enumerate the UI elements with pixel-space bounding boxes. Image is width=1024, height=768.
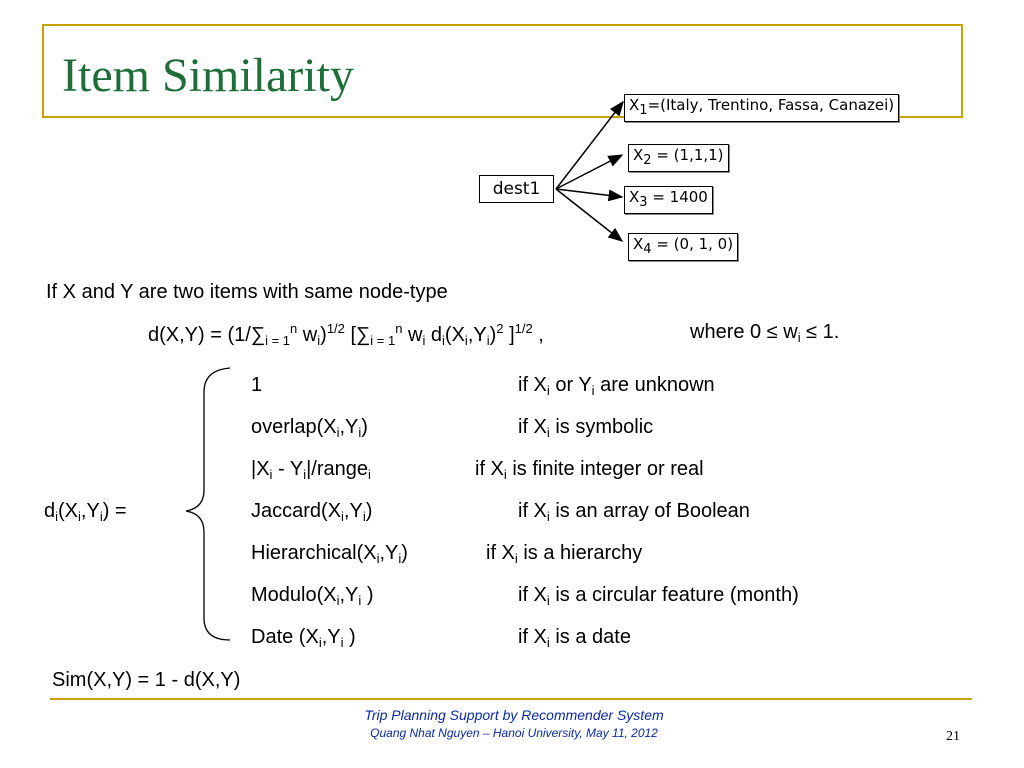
case-condition-1 [518, 374, 715, 398]
case-function-4 [251, 500, 372, 524]
fn-index: i [341, 509, 344, 524]
x-index: i [78, 509, 81, 524]
attr-index: 4 [643, 242, 652, 257]
fn-text: ,Y [339, 416, 359, 438]
cond-text: if X [518, 584, 547, 606]
where-text: where 0 ≤ w [690, 321, 798, 343]
formula-lhs: d(X,Y) = (1/ [148, 324, 251, 346]
fn-index: i [303, 467, 307, 482]
sum-upper: n [290, 321, 298, 336]
case-condition-3 [475, 458, 704, 482]
footer-author: Quang Nhat Nguyen – Hanoi University, May 11, 2012 [370, 726, 658, 740]
cases-lhs [44, 500, 127, 524]
cond-text: is a hierarchy [517, 542, 643, 564]
exponent: 1/2 [514, 321, 533, 336]
equals: ) = [102, 500, 127, 522]
case-function-6 [251, 584, 374, 608]
fn-text: ) [401, 542, 408, 564]
exponent: 1/2 [326, 321, 345, 336]
fn-text: - Y [272, 458, 304, 480]
fn-text: ,Y [321, 626, 341, 648]
fn-text: ) [361, 416, 368, 438]
case-condition-6 [518, 584, 799, 608]
d-term: d [425, 324, 443, 346]
bracket: [ [344, 324, 357, 346]
cond-text: is a date [549, 626, 631, 648]
cond-index: i [546, 593, 550, 608]
footer-title: Trip Planning Support by Recommender System [364, 707, 664, 723]
fn-text: ,Y [343, 500, 363, 522]
fn-index: i [358, 425, 362, 440]
cond-text: if X [518, 626, 547, 648]
similarity-formula: Sim(X,Y) = 1 - d(X,Y) [52, 669, 241, 691]
fn-text: |/range [306, 458, 368, 480]
x-term: (X [444, 324, 465, 346]
cond-text: if X [518, 374, 547, 396]
x-index: i [464, 333, 468, 348]
where-end: ≤ 1. [800, 321, 840, 343]
sum-upper: n [395, 321, 403, 336]
cond-text: are unknown [594, 374, 715, 396]
paren: ) [320, 324, 327, 346]
weight: w [402, 324, 423, 346]
cond-index: i [503, 467, 507, 482]
sum-lower: i = 1 [370, 333, 396, 348]
sum-symbol: ∑ [356, 324, 371, 346]
y-index: i [486, 333, 490, 348]
footer-divider [50, 698, 972, 700]
d-symbol: d [44, 500, 56, 522]
dest1-node: dest1 [479, 175, 554, 203]
square-exponent: 2 [496, 321, 504, 336]
fn-index: i [336, 593, 340, 608]
cond-text: or Y [549, 374, 592, 396]
fn-index: i [368, 467, 371, 482]
fn-text: Jaccard(X [251, 500, 342, 522]
attr-value: = (1,1,1) [651, 146, 724, 164]
fn-text: ) [365, 500, 373, 522]
fn-index: i [318, 635, 322, 650]
cond-index: i [591, 383, 595, 398]
cond-text: if X [518, 500, 547, 522]
d-index: i [442, 333, 445, 348]
case-function-3 [251, 458, 371, 482]
d-index: i [55, 509, 59, 524]
attr-var: X [629, 188, 640, 206]
fn-index: i [376, 551, 380, 566]
comma: , [532, 324, 544, 346]
case-function-5 [251, 542, 408, 566]
fn-index: i [398, 551, 402, 566]
attr-var: X [633, 146, 644, 164]
weight-index: i [797, 330, 801, 345]
attr-var: X [629, 96, 640, 114]
case-function-7 [251, 626, 356, 650]
paren: ) [489, 324, 497, 346]
case-function-2 [251, 416, 368, 440]
cond-index: i [546, 425, 550, 440]
case-condition-7 [518, 626, 631, 650]
fn-text: Date (X [251, 626, 319, 648]
fn-text: overlap(X [251, 416, 337, 438]
cond-text: is finite integer or real [506, 458, 704, 480]
x-term: (X [58, 500, 79, 522]
fn-index: i [340, 635, 344, 650]
cond-text: is an array of Boolean [549, 500, 750, 522]
attr-value: = 1400 [647, 188, 708, 206]
fn-text: ,Y [379, 542, 399, 564]
fn-text: Modulo(X [251, 584, 337, 606]
cond-index: i [546, 635, 550, 650]
case-condition-4 [518, 500, 750, 524]
cond-text: is a circular feature (month) [549, 584, 799, 606]
bracket: ] [503, 324, 515, 346]
cond-text: is symbolic [549, 416, 654, 438]
attr-index: 1 [639, 103, 648, 118]
cond-text: if X [486, 542, 515, 564]
y-index: i [99, 509, 103, 524]
fn-index: i [362, 509, 366, 524]
y-term: ,Y [80, 500, 100, 522]
sum-symbol: ∑ [250, 324, 266, 346]
cond-index: i [546, 383, 550, 398]
fn-text: ) [361, 584, 374, 606]
intro-text: If X and Y are two items with same node-type [46, 281, 448, 303]
fn-text: Hierarchical(X [251, 542, 377, 564]
fn-index: i [358, 593, 362, 608]
cond-text: if X [475, 458, 504, 480]
cond-text: if X [518, 416, 547, 438]
case-function-1: 1 [251, 374, 263, 396]
attr-value: =(Italy, Trentino, Fassa, Canazei) [647, 96, 895, 114]
weight-index: i [422, 333, 426, 348]
cond-index: i [514, 551, 518, 566]
attr-index: 3 [639, 195, 648, 210]
slide-title: Item Similarity [62, 49, 354, 102]
fn-text: ,Y [339, 584, 359, 606]
case-condition-2 [518, 416, 653, 440]
sum-lower: i = 1 [265, 333, 291, 348]
page-number: 21 [946, 729, 960, 744]
attr-index: 2 [643, 153, 652, 168]
cond-index: i [546, 509, 550, 524]
weight: w [297, 324, 318, 346]
fn-text: |X [251, 458, 270, 480]
attr-value: = (0, 1, 0) [651, 235, 734, 253]
fn-index: i [269, 467, 273, 482]
case-condition-5 [486, 542, 642, 566]
weight-index: i [317, 333, 321, 348]
y-term: ,Y [467, 324, 487, 346]
fn-text: ) [343, 626, 356, 648]
attr-var: X [633, 235, 644, 253]
fn-index: i [336, 425, 340, 440]
